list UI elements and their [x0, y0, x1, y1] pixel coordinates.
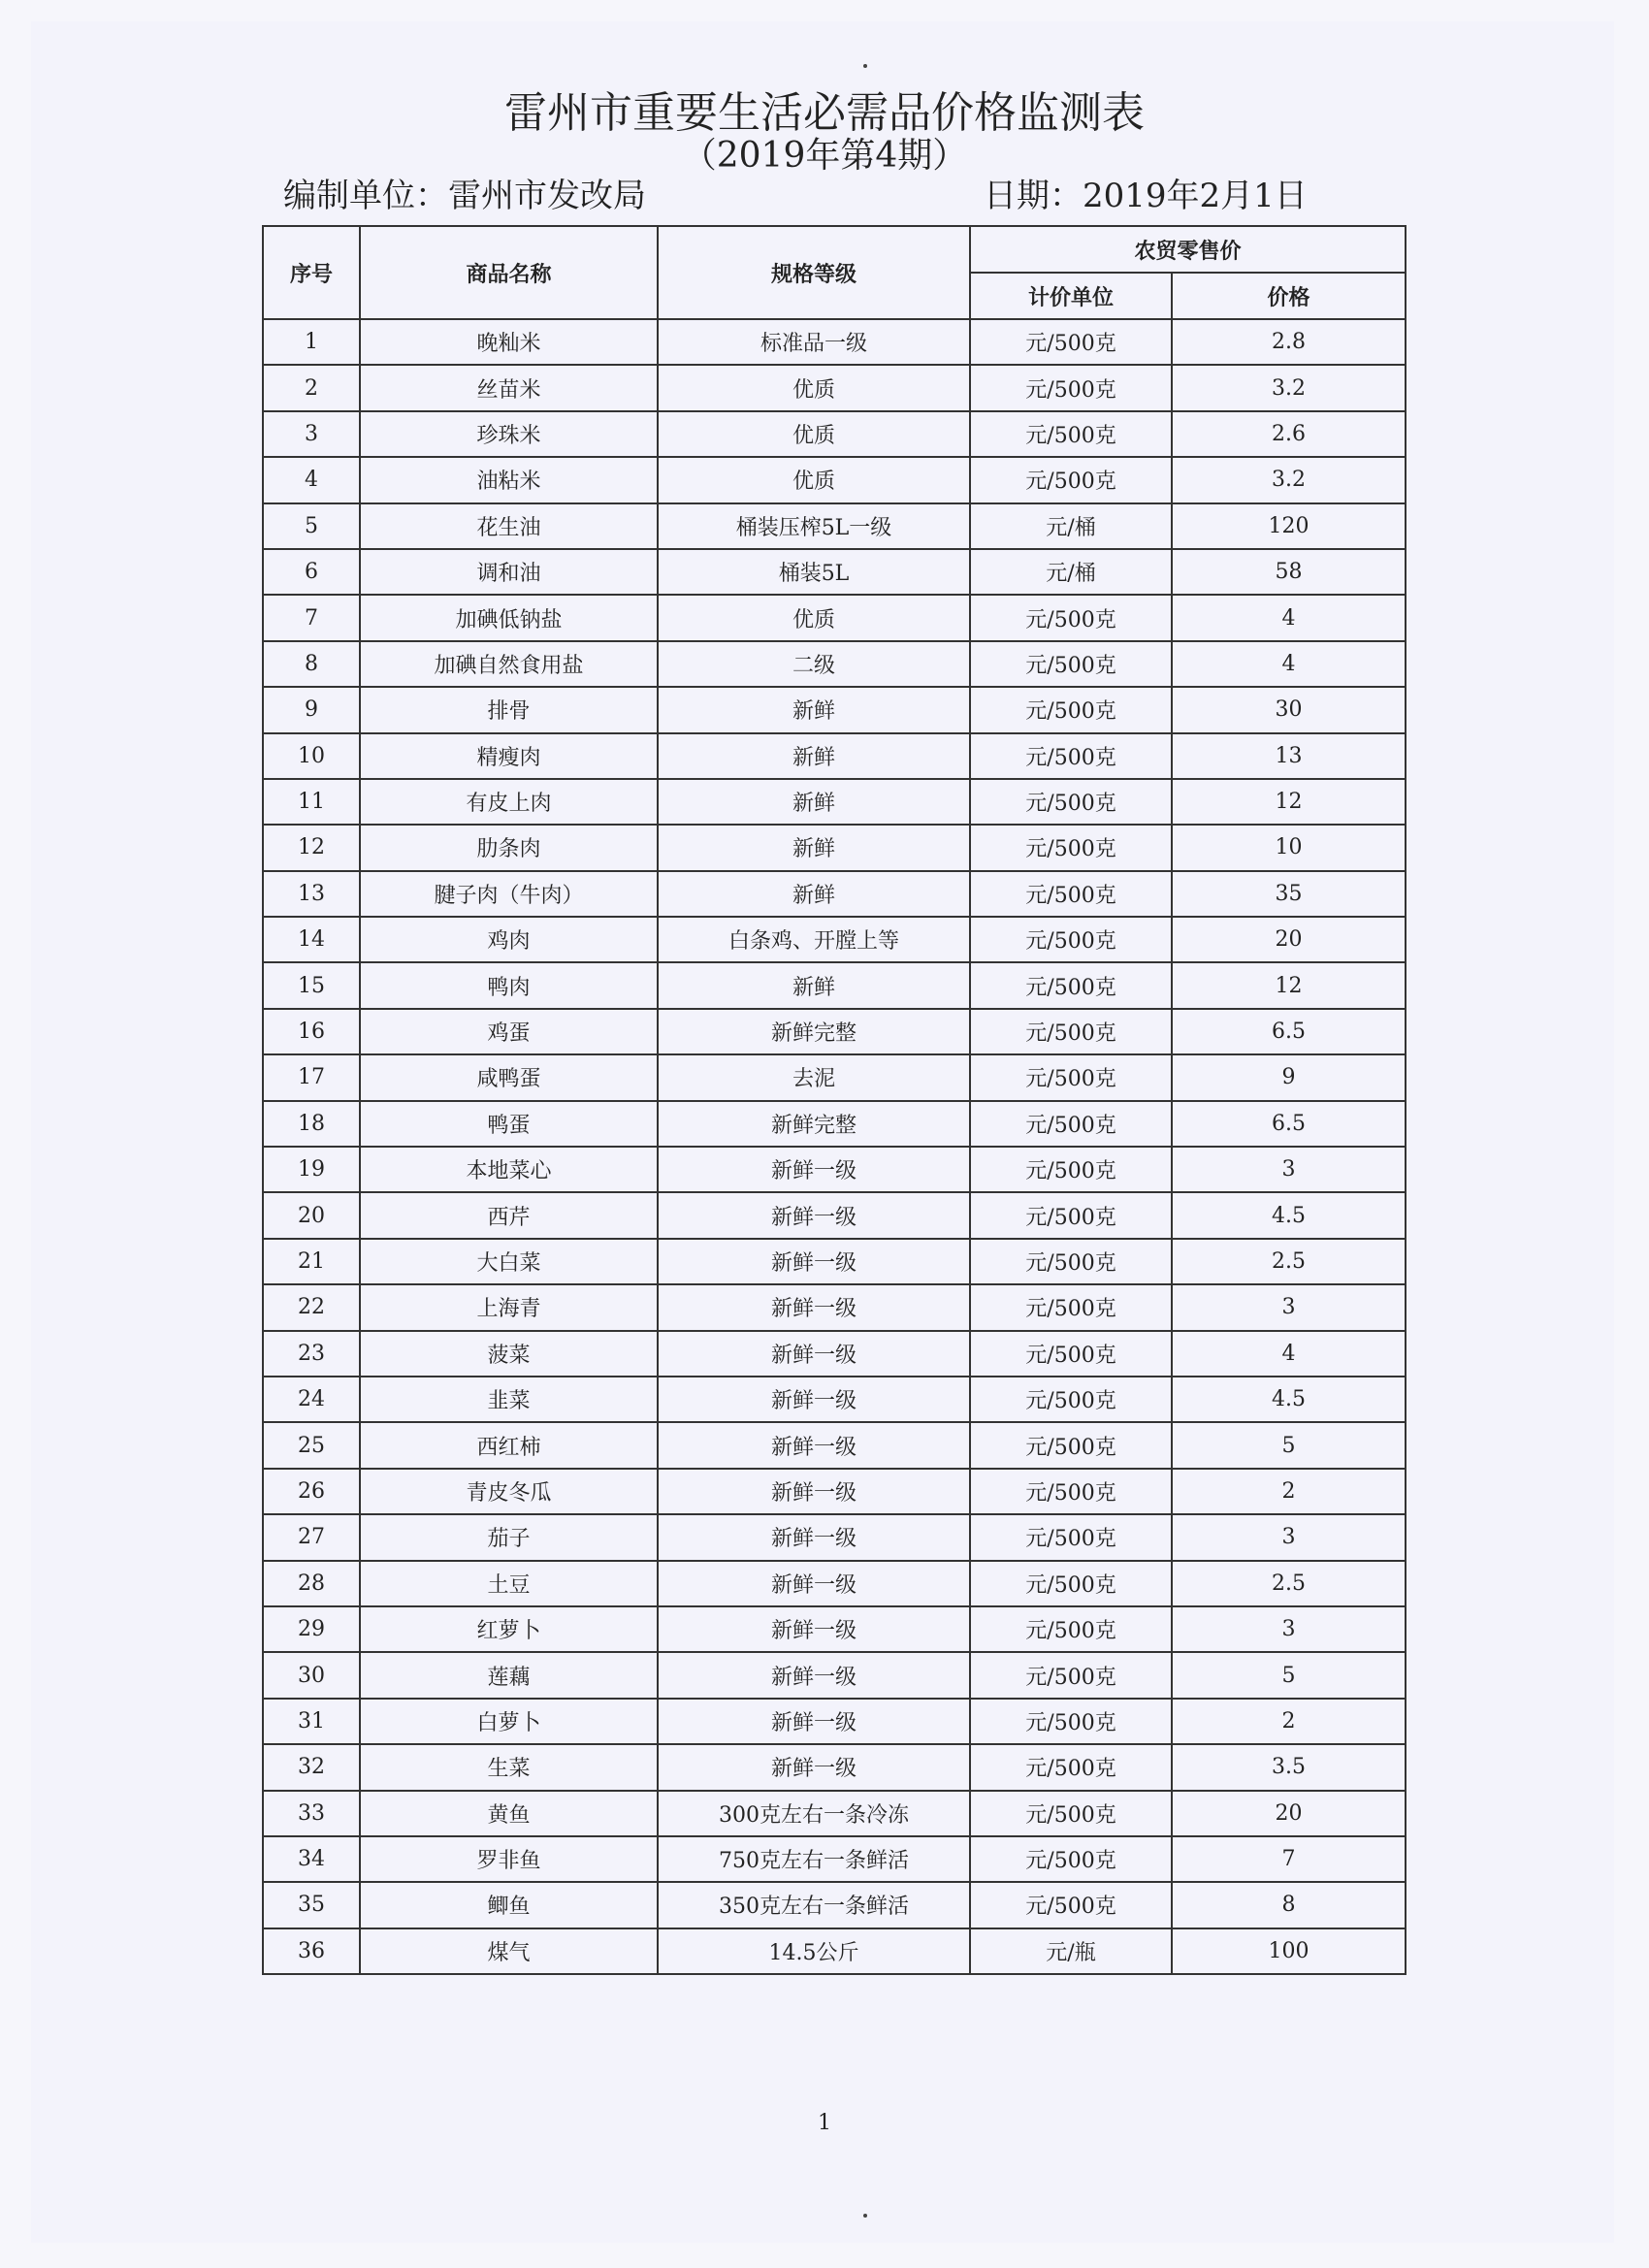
cell-price: 20	[1172, 1791, 1406, 1836]
cell-seq: 2	[263, 365, 360, 410]
cell-unit: 元/500克	[970, 1101, 1172, 1147]
cell-spec: 新鲜	[658, 871, 970, 917]
cell-price: 4	[1172, 641, 1406, 687]
cell-spec: 优质	[658, 411, 970, 457]
cell-unit: 元/500克	[970, 1284, 1172, 1330]
cell-seq: 11	[263, 779, 360, 825]
cell-price: 2	[1172, 1699, 1406, 1744]
cell-name: 土豆	[360, 1561, 658, 1606]
cell-spec: 桶装5L	[658, 549, 970, 595]
cell-spec: 优质	[658, 365, 970, 410]
cell-unit: 元/500克	[970, 1009, 1172, 1054]
table-row	[263, 595, 1406, 640]
cell-spec: 新鲜一级	[658, 1514, 970, 1560]
cell-name: 丝苗米	[360, 365, 658, 410]
cell-name: 菠菜	[360, 1331, 658, 1377]
cell-price: 7	[1172, 1836, 1406, 1882]
header-unit: 计价单位	[970, 273, 1172, 319]
cell-spec: 新鲜完整	[658, 1009, 970, 1054]
cell-seq: 4	[263, 457, 360, 502]
cell-unit: 元/500克	[970, 595, 1172, 640]
cell-seq: 26	[263, 1469, 360, 1514]
cell-seq: 29	[263, 1606, 360, 1652]
cell-seq: 14	[263, 917, 360, 962]
cell-name: 加碘自然食用盐	[360, 641, 658, 687]
cell-seq: 8	[263, 641, 360, 687]
cell-spec: 新鲜一级	[658, 1147, 970, 1192]
cell-price: 100	[1172, 1928, 1406, 1974]
cell-price: 8	[1172, 1882, 1406, 1928]
cell-price: 120	[1172, 503, 1406, 549]
cell-unit: 元/桶	[970, 503, 1172, 549]
table-row	[263, 1009, 1406, 1054]
cell-name: 晚籼米	[360, 319, 658, 365]
cell-name: 白萝卜	[360, 1699, 658, 1744]
cell-name: 加碘低钠盐	[360, 595, 658, 640]
table-row	[263, 962, 1406, 1008]
cell-seq: 18	[263, 1101, 360, 1147]
cell-spec: 新鲜一级	[658, 1699, 970, 1744]
cell-name: 茄子	[360, 1514, 658, 1560]
cell-price: 5	[1172, 1422, 1406, 1468]
cell-price: 2.8	[1172, 319, 1406, 365]
table-row	[263, 825, 1406, 870]
cell-spec: 750克左右一条鲜活	[658, 1836, 970, 1882]
compiling-unit: 编制单位：雷州市发改局	[283, 177, 646, 215]
cell-name: 鸡蛋	[360, 1009, 658, 1054]
cell-price: 2.5	[1172, 1561, 1406, 1606]
cell-unit: 元/500克	[970, 733, 1172, 779]
cell-spec: 桶装压榨5L一级	[658, 503, 970, 549]
header-price: 价格	[1172, 273, 1406, 319]
table-row	[263, 917, 1406, 962]
cell-price: 2.5	[1172, 1239, 1406, 1284]
cell-price: 4.5	[1172, 1192, 1406, 1238]
cell-price: 9	[1172, 1054, 1406, 1100]
cell-name: 韭菜	[360, 1377, 658, 1422]
cell-seq: 16	[263, 1009, 360, 1054]
cell-price: 2	[1172, 1469, 1406, 1514]
cell-seq: 34	[263, 1836, 360, 1882]
cell-price: 3	[1172, 1514, 1406, 1560]
cell-unit: 元/500克	[970, 1147, 1172, 1192]
table-row	[263, 733, 1406, 779]
page-title: 雷州市重要生活必需品价格监测表	[504, 88, 1145, 138]
page-number: 1	[818, 2111, 831, 2135]
cell-spec: 新鲜	[658, 962, 970, 1008]
cell-seq: 13	[263, 871, 360, 917]
table-body	[263, 319, 1406, 1974]
cell-name: 上海青	[360, 1284, 658, 1330]
table-row	[263, 1744, 1406, 1790]
cell-spec: 新鲜一级	[658, 1377, 970, 1422]
cell-price: 3	[1172, 1147, 1406, 1192]
cell-spec: 350克左右一条鲜活	[658, 1882, 970, 1928]
cell-spec: 新鲜	[658, 733, 970, 779]
cell-spec: 白条鸡、开膛上等	[658, 917, 970, 962]
cell-price: 12	[1172, 779, 1406, 825]
cell-seq: 22	[263, 1284, 360, 1330]
cell-price: 58	[1172, 549, 1406, 595]
table-row	[263, 641, 1406, 687]
table-row	[263, 1836, 1406, 1882]
cell-spec: 新鲜一级	[658, 1192, 970, 1238]
cell-unit: 元/500克	[970, 365, 1172, 410]
table-row	[263, 779, 1406, 825]
cell-spec: 300克左右一条冷冻	[658, 1791, 970, 1836]
cell-price: 4	[1172, 1331, 1406, 1377]
cell-unit: 元/500克	[970, 687, 1172, 732]
cell-seq: 19	[263, 1147, 360, 1192]
table-row	[263, 687, 1406, 732]
cell-unit: 元/500克	[970, 1699, 1172, 1744]
cell-name: 腱子肉（牛肉）	[360, 871, 658, 917]
cell-name: 本地菜心	[360, 1147, 658, 1192]
cell-spec: 新鲜	[658, 687, 970, 732]
cell-unit: 元/桶	[970, 549, 1172, 595]
cell-unit: 元/500克	[970, 1377, 1172, 1422]
cell-spec: 新鲜一级	[658, 1469, 970, 1514]
cell-seq: 23	[263, 1331, 360, 1377]
table-row	[263, 1652, 1406, 1698]
cell-name: 花生油	[360, 503, 658, 549]
cell-name: 西红柿	[360, 1422, 658, 1468]
cell-unit: 元/500克	[970, 1469, 1172, 1514]
table-row	[263, 1928, 1406, 1974]
table-row	[263, 1882, 1406, 1928]
cell-spec: 新鲜一级	[658, 1744, 970, 1790]
cell-name: 煤气	[360, 1928, 658, 1974]
scan-speck	[863, 2214, 867, 2218]
cell-seq: 25	[263, 1422, 360, 1468]
cell-name: 咸鸭蛋	[360, 1054, 658, 1100]
issue-subtitle: （2019年第4期）	[681, 136, 968, 176]
cell-price: 3	[1172, 1284, 1406, 1330]
cell-seq: 12	[263, 825, 360, 870]
table-row	[263, 1514, 1406, 1560]
cell-price: 10	[1172, 825, 1406, 870]
cell-unit: 元/500克	[970, 411, 1172, 457]
cell-seq: 7	[263, 595, 360, 640]
cell-unit: 元/500克	[970, 1054, 1172, 1100]
cell-spec: 新鲜	[658, 825, 970, 870]
cell-price: 5	[1172, 1652, 1406, 1698]
cell-unit: 元/500克	[970, 1239, 1172, 1284]
table-row	[263, 1606, 1406, 1652]
cell-spec: 新鲜一级	[658, 1422, 970, 1468]
cell-seq: 24	[263, 1377, 360, 1422]
cell-seq: 6	[263, 549, 360, 595]
cell-unit: 元/500克	[970, 779, 1172, 825]
cell-spec: 新鲜一级	[658, 1284, 970, 1330]
table-row	[263, 503, 1406, 549]
cell-seq: 28	[263, 1561, 360, 1606]
table-row	[263, 1101, 1406, 1147]
table-row	[263, 319, 1406, 365]
cell-spec: 标准品一级	[658, 319, 970, 365]
cell-seq: 36	[263, 1928, 360, 1974]
cell-unit: 元/500克	[970, 1514, 1172, 1560]
table-row	[263, 1192, 1406, 1238]
cell-seq: 20	[263, 1192, 360, 1238]
cell-price: 6.5	[1172, 1101, 1406, 1147]
cell-price: 12	[1172, 962, 1406, 1008]
cell-price: 20	[1172, 917, 1406, 962]
cell-name: 油粘米	[360, 457, 658, 502]
cell-name: 青皮冬瓜	[360, 1469, 658, 1514]
cell-seq: 10	[263, 733, 360, 779]
cell-seq: 9	[263, 687, 360, 732]
cell-seq: 17	[263, 1054, 360, 1100]
cell-name: 鸭蛋	[360, 1101, 658, 1147]
cell-spec: 优质	[658, 457, 970, 502]
cell-seq: 35	[263, 1882, 360, 1928]
cell-spec: 新鲜	[658, 779, 970, 825]
table-row	[263, 1147, 1406, 1192]
cell-price: 4	[1172, 595, 1406, 640]
cell-seq: 33	[263, 1791, 360, 1836]
cell-spec: 新鲜一级	[658, 1239, 970, 1284]
cell-name: 珍珠米	[360, 411, 658, 457]
table-row	[263, 1561, 1406, 1606]
table-row	[263, 1469, 1406, 1514]
cell-price: 3.2	[1172, 457, 1406, 502]
cell-name: 调和油	[360, 549, 658, 595]
cell-spec: 新鲜一级	[658, 1561, 970, 1606]
cell-unit: 元/500克	[970, 1836, 1172, 1882]
table-row	[263, 1331, 1406, 1377]
cell-name: 莲藕	[360, 1652, 658, 1698]
table-row	[263, 1054, 1406, 1100]
cell-name: 鸡肉	[360, 917, 658, 962]
cell-unit: 元/500克	[970, 871, 1172, 917]
cell-price: 35	[1172, 871, 1406, 917]
header-spec: 规格等级	[658, 226, 970, 319]
cell-unit: 元/500克	[970, 1606, 1172, 1652]
cell-unit: 元/500克	[970, 1652, 1172, 1698]
table-row	[263, 457, 1406, 502]
cell-price: 4.5	[1172, 1377, 1406, 1422]
table-row	[263, 1791, 1406, 1836]
cell-seq: 27	[263, 1514, 360, 1560]
cell-seq: 32	[263, 1744, 360, 1790]
cell-seq: 31	[263, 1699, 360, 1744]
cell-name: 红萝卜	[360, 1606, 658, 1652]
table-row	[263, 1377, 1406, 1422]
table-row	[263, 1284, 1406, 1330]
cell-price: 13	[1172, 733, 1406, 779]
table-row	[263, 549, 1406, 595]
cell-name: 黄鱼	[360, 1791, 658, 1836]
cell-name: 排骨	[360, 687, 658, 732]
cell-price: 6.5	[1172, 1009, 1406, 1054]
cell-unit: 元/500克	[970, 962, 1172, 1008]
cell-spec: 优质	[658, 595, 970, 640]
table-row	[263, 1422, 1406, 1468]
cell-name: 鸭肉	[360, 962, 658, 1008]
cell-unit: 元/500克	[970, 1791, 1172, 1836]
table-row	[263, 411, 1406, 457]
cell-price: 2.6	[1172, 411, 1406, 457]
scan-speck	[863, 64, 867, 68]
cell-unit: 元/500克	[970, 641, 1172, 687]
table-row	[263, 1239, 1406, 1284]
cell-unit: 元/500克	[970, 917, 1172, 962]
table-row	[263, 871, 1406, 917]
cell-seq: 5	[263, 503, 360, 549]
cell-unit: 元/500克	[970, 457, 1172, 502]
cell-name: 肋条肉	[360, 825, 658, 870]
cell-price: 30	[1172, 687, 1406, 732]
cell-spec: 14.5公斤	[658, 1928, 970, 1974]
table-row	[263, 365, 1406, 410]
cell-unit: 元/500克	[970, 1882, 1172, 1928]
cell-name: 大白菜	[360, 1239, 658, 1284]
cell-spec: 新鲜一级	[658, 1606, 970, 1652]
header-name: 商品名称	[360, 226, 658, 319]
cell-seq: 15	[263, 962, 360, 1008]
cell-price: 3	[1172, 1606, 1406, 1652]
header-retail-price-group: 农贸零售价	[970, 226, 1406, 273]
cell-unit: 元/500克	[970, 1192, 1172, 1238]
cell-unit: 元/500克	[970, 1422, 1172, 1468]
cell-name: 生菜	[360, 1744, 658, 1790]
cell-name: 罗非鱼	[360, 1836, 658, 1882]
cell-name: 有皮上肉	[360, 779, 658, 825]
price-table	[262, 225, 1406, 1975]
cell-name: 精瘦肉	[360, 733, 658, 779]
cell-unit: 元/500克	[970, 825, 1172, 870]
cell-price: 3.2	[1172, 365, 1406, 410]
cell-spec: 新鲜完整	[658, 1101, 970, 1147]
cell-seq: 21	[263, 1239, 360, 1284]
cell-spec: 新鲜一级	[658, 1331, 970, 1377]
cell-name: 鲫鱼	[360, 1882, 658, 1928]
report-date: 日期：2019年2月1日	[984, 177, 1308, 215]
cell-unit: 元/500克	[970, 1561, 1172, 1606]
table-row	[263, 1699, 1406, 1744]
cell-price: 3.5	[1172, 1744, 1406, 1790]
cell-seq: 30	[263, 1652, 360, 1698]
header-seq: 序号	[263, 226, 360, 319]
cell-unit: 元/500克	[970, 1331, 1172, 1377]
cell-seq: 3	[263, 411, 360, 457]
cell-unit: 元/500克	[970, 319, 1172, 365]
cell-spec: 去泥	[658, 1054, 970, 1100]
cell-name: 西芹	[360, 1192, 658, 1238]
cell-spec: 二级	[658, 641, 970, 687]
cell-seq: 1	[263, 319, 360, 365]
cell-unit: 元/500克	[970, 1744, 1172, 1790]
cell-unit: 元/瓶	[970, 1928, 1172, 1974]
cell-spec: 新鲜一级	[658, 1652, 970, 1698]
